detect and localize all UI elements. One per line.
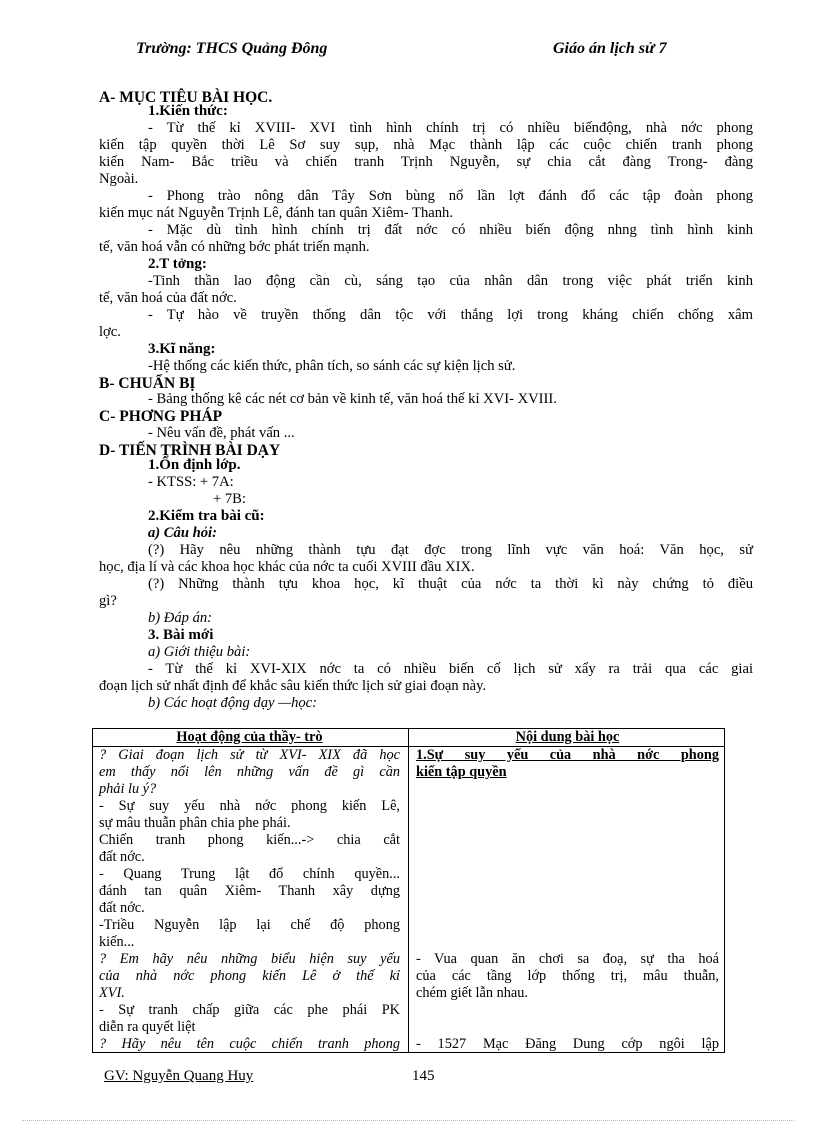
table-left-line: ? Em hãy nêu những biểu hiện suy yếu	[99, 951, 400, 967]
table-left-line: của nhà nớc phong kiến Lê ở thế kỉ	[99, 968, 400, 984]
table-left-line: -Triều Nguyễn lập lại chế độ phong	[99, 917, 400, 933]
paragraph-line: - Tự hào về truyền thống dân tộc với thắng lợi trong kháng chiến chống xâm	[148, 307, 753, 323]
paragraph-line: + 7B:	[213, 491, 246, 507]
table-right-heading: kiến tập quyền	[416, 764, 507, 780]
subsection-thought: 2.T tởng:	[148, 256, 207, 272]
paragraph-line: - Mặc dù tình hình chính trị đất nớc có nhiều biến động nhng tình hình kinh	[148, 222, 753, 238]
table-left-line: ? Hãy nêu tên cuộc chiến tranh phong	[99, 1036, 400, 1052]
table-left-line: diễn ra quyết liệt	[99, 1019, 196, 1035]
activities-heading: b) Các hoạt động dạy —học:	[148, 695, 318, 711]
subsection-old-lesson: 2.Kiểm tra bài cũ:	[148, 508, 265, 524]
paragraph-line: tế, văn hoá vẫn có những bớc phát triển mạnh.	[99, 239, 370, 255]
subsection-class-order: 1.Ổn định lớp.	[148, 457, 241, 473]
section-d-heading: D- TIẾN TRÌNH BÀI DẠY	[99, 442, 281, 459]
paragraph-line: -Tinh thần lao động cần cù, sáng tạo của nhân dân trong việc phát triển kinh	[148, 273, 753, 289]
paragraph-line: học, địa lí và các khoa học khác của nớc ta cuối XVIII đầu XIX.	[99, 559, 475, 575]
paragraph-line: - KTSS: + 7A:	[148, 474, 234, 490]
paragraph-line: -Hệ thống các kiến thức, phân tích, so sánh các sự kiện lịch sử.	[148, 358, 516, 374]
table-left-line: phải lu ý?	[99, 781, 157, 797]
table-left-line: Chiến tranh phong kiến...-> chia cắt	[99, 832, 400, 848]
paragraph-line: (?) Những thành tựu khoa học, kĩ thuật của nớc ta thời kì này chứng tỏ điều	[148, 576, 753, 592]
table-left-line: - Quang Trung lật đổ chính quyền...	[99, 866, 400, 882]
footer-teacher: GV: Nguyễn Quang Huy	[104, 1068, 254, 1084]
intro-heading: a) Giới thiệu bài:	[148, 644, 251, 660]
section-a-heading: A- MỤC TIÊU BÀI HỌC.	[99, 89, 273, 106]
paragraph-line: tế, văn hoá của đất nớc.	[99, 290, 237, 306]
paragraph-line: (?) Hãy nêu những thành tựu đạt đợc trong lĩnh vực văn hoá: Văn học, sử	[148, 542, 753, 558]
table-left-line: ? Giai đoạn lịch sử từ XVI- XIX đã học	[99, 747, 400, 763]
paragraph-line: - Nêu vấn đề, phát vấn ...	[148, 425, 295, 441]
paragraph-line: kiến mục nát Nguyễn Trịnh Lê, đánh tan quân Xiêm- Thanh.	[99, 205, 453, 221]
paragraph-line: kiến tập quyền thời Lê Sơ suy sụp, nhà Mạc thành lập các cuộc chiến tranh phong	[99, 137, 753, 153]
table-right-line: - Vua quan ăn chơi sa đoạ, sự tha hoá	[416, 951, 719, 967]
paragraph-line: - Từ thế kỉ XVIII- XVI tình hình chính trị có nhiều biếnđộng, nhà nớc phong	[148, 120, 753, 136]
table-left-line: sự mâu thuẫn phân chia phe phái.	[99, 815, 291, 831]
question-heading: a) Câu hỏi:	[148, 525, 217, 541]
section-c-heading: C- PHƠNG PHÁP	[99, 408, 223, 425]
table-right-line: chém giết lẫn nhau.	[416, 985, 528, 1001]
table-right-line: - 1527 Mạc Đăng Dung cớp ngôi lập	[416, 1036, 719, 1052]
table-left-line: đất nớc.	[99, 849, 145, 865]
header-subject: Giáo án lịch sử 7	[553, 40, 667, 57]
paragraph-line: lợc.	[99, 324, 121, 340]
table-left-line: kiến...	[99, 934, 135, 950]
table-left-line: XVI.	[99, 985, 125, 1001]
table-right-heading: 1.Sự suy yếu của nhà nớc phong	[416, 747, 719, 763]
lesson-table	[92, 728, 725, 1053]
paragraph-line: đoạn lịch sử nhất định để khắc sâu kiến thức lịch sử giai đoạn này.	[99, 678, 487, 694]
paragraph-line: kiến Nam- Bắc triều và chiến tranh Trịnh Nguyễn, sự chia cắt đàng Trong- đàng	[99, 154, 753, 170]
subsection-new-lesson: 3. Bài mới	[148, 627, 214, 643]
table-right-line: của các tầng lớp thống trị, mâu thuẫn,	[416, 968, 719, 984]
paragraph-line: - Bảng thống kê các nét cơ bản về kinh tế, văn hoá thế kỉ XVI- XVIII.	[148, 391, 557, 407]
table-left-line: - Sự suy yếu nhà nớc phong kiến Lê,	[99, 798, 400, 814]
table-left-line: - Sự tranh chấp giữa các phe phái PK	[99, 1002, 400, 1018]
section-b-heading: B- CHUẨN BỊ	[99, 375, 196, 392]
paragraph-line: gì?	[99, 593, 117, 609]
answer-heading: b) Đáp án:	[148, 610, 213, 626]
table-left-line: đất nớc.	[99, 900, 145, 916]
page-number: 145	[412, 1068, 435, 1084]
table-left-line: đánh tan quân Xiêm- Thanh xây dựng	[99, 883, 400, 899]
subsection-knowledge: 1.Kiến thức:	[148, 103, 228, 119]
paragraph-line: - Từ thế kỉ XVI-XIX nớc ta có nhiều biến cố lịch sử xẩy ra trải qua các giai	[148, 661, 753, 677]
paragraph-line: - Phong trào nông dân Tây Sơn bùng nổ lần lợt đánh đổ các tập đoàn phong	[148, 188, 753, 204]
table-left-line: em thấy nổi lên những vấn đề gì cần	[99, 764, 400, 780]
table-header-content: Nội dung bài học	[515, 729, 620, 745]
table-header-activities: Hoạt động của thầy- trò	[176, 729, 323, 745]
header-school: Trường: THCS Quảng Đông	[136, 40, 328, 57]
paragraph-line: Ngoài.	[99, 171, 139, 187]
page-edge-rule	[22, 1120, 794, 1121]
subsection-skills: 3.Kĩ năng:	[148, 341, 216, 357]
